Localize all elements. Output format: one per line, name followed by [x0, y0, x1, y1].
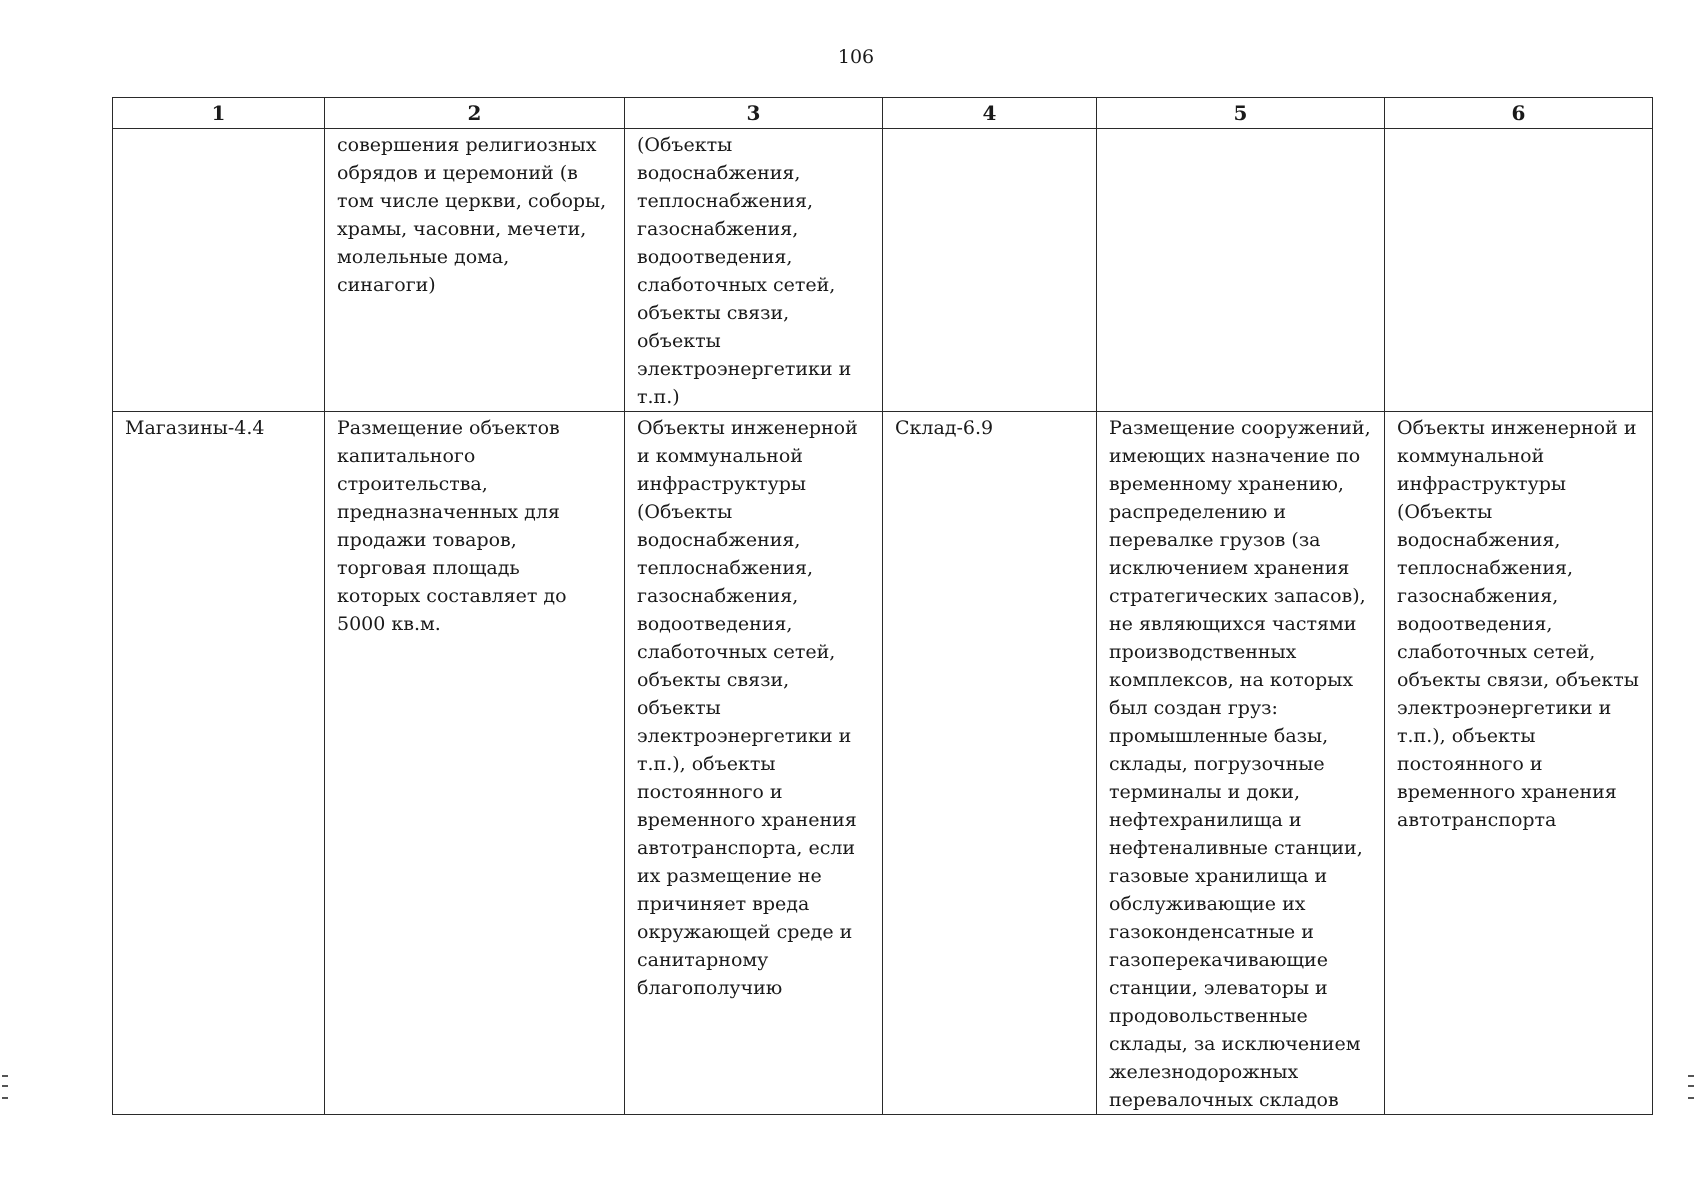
column-header: 2: [325, 98, 625, 129]
table-cell: Склад-6.9: [883, 412, 1097, 1115]
scan-edge-mark-left: [2, 1075, 8, 1099]
table-cell: Объекты инженерной и коммунальной инфраструктуры (Объекты водоснабжения, теплоснабжения, газоснабжения, водоотведения, слаботочных сетей, объекты связи, объекты электроэнергетики и т.п.), объекты постоянного и временного хранения автотранспорта: [1385, 412, 1653, 1115]
table-cell: [883, 129, 1097, 412]
page-number: 106: [837, 46, 875, 68]
table-cell: [1385, 129, 1653, 412]
column-header: 6: [1385, 98, 1653, 129]
table-header-row: [113, 98, 1653, 129]
table-cell: Размещение сооружений, имеющих назначение по временному хранению, распределению и перевалке грузов (за исключением хранения стратегических запасов), не являющихся частями производственных комплексов, на которых был создан груз: промышленные базы, склады, погрузочные терминалы и доки, нефтехранилища и нефтеналивные станции, газовые хранилища и обслуживающие их газоконденсатные и газоперекачивающие станции, элеваторы и продовольственные склады, за исключением железнодорожных перевалочных складов: [1097, 412, 1385, 1115]
table-cell: Магазины-4.4: [113, 412, 325, 1115]
table-row: [113, 129, 1653, 412]
table-cell: [113, 129, 325, 412]
column-header: 3: [625, 98, 883, 129]
table-cell: совершения религиозных обрядов и церемоний (в том числе церкви, соборы, храмы, часовни, мечети, молельные дома, синагоги): [325, 129, 625, 412]
table-cell: Размещение объектов капитального строительства, предназначенных для продажи товаров, торговая площадь которых составляет до 5000 кв.м.: [325, 412, 625, 1115]
table-cell: Объекты инженерной и коммунальной инфраструктуры (Объекты водоснабжения, теплоснабжения, газоснабжения, водоотведения, слаботочных сетей, объекты связи, объекты электроэнергетики и т.п.), объекты постоянного и временного хранения автотранспорта, если их размещение не причиняет вреда окружающей среде и санитарному благополучию: [625, 412, 883, 1115]
column-header: 4: [883, 98, 1097, 129]
column-header: 1: [113, 98, 325, 129]
table-cell: (Объекты водоснабжения, теплоснабжения, газоснабжения, водоотведения, слаботочных сетей, объекты связи, объекты электроэнергетики и т.п.): [625, 129, 883, 412]
column-header: 5: [1097, 98, 1385, 129]
table-cell: [1097, 129, 1385, 412]
scan-edge-mark-right: [1688, 1075, 1694, 1099]
table-row: [113, 412, 1653, 1115]
land-use-table: [112, 97, 1653, 1115]
